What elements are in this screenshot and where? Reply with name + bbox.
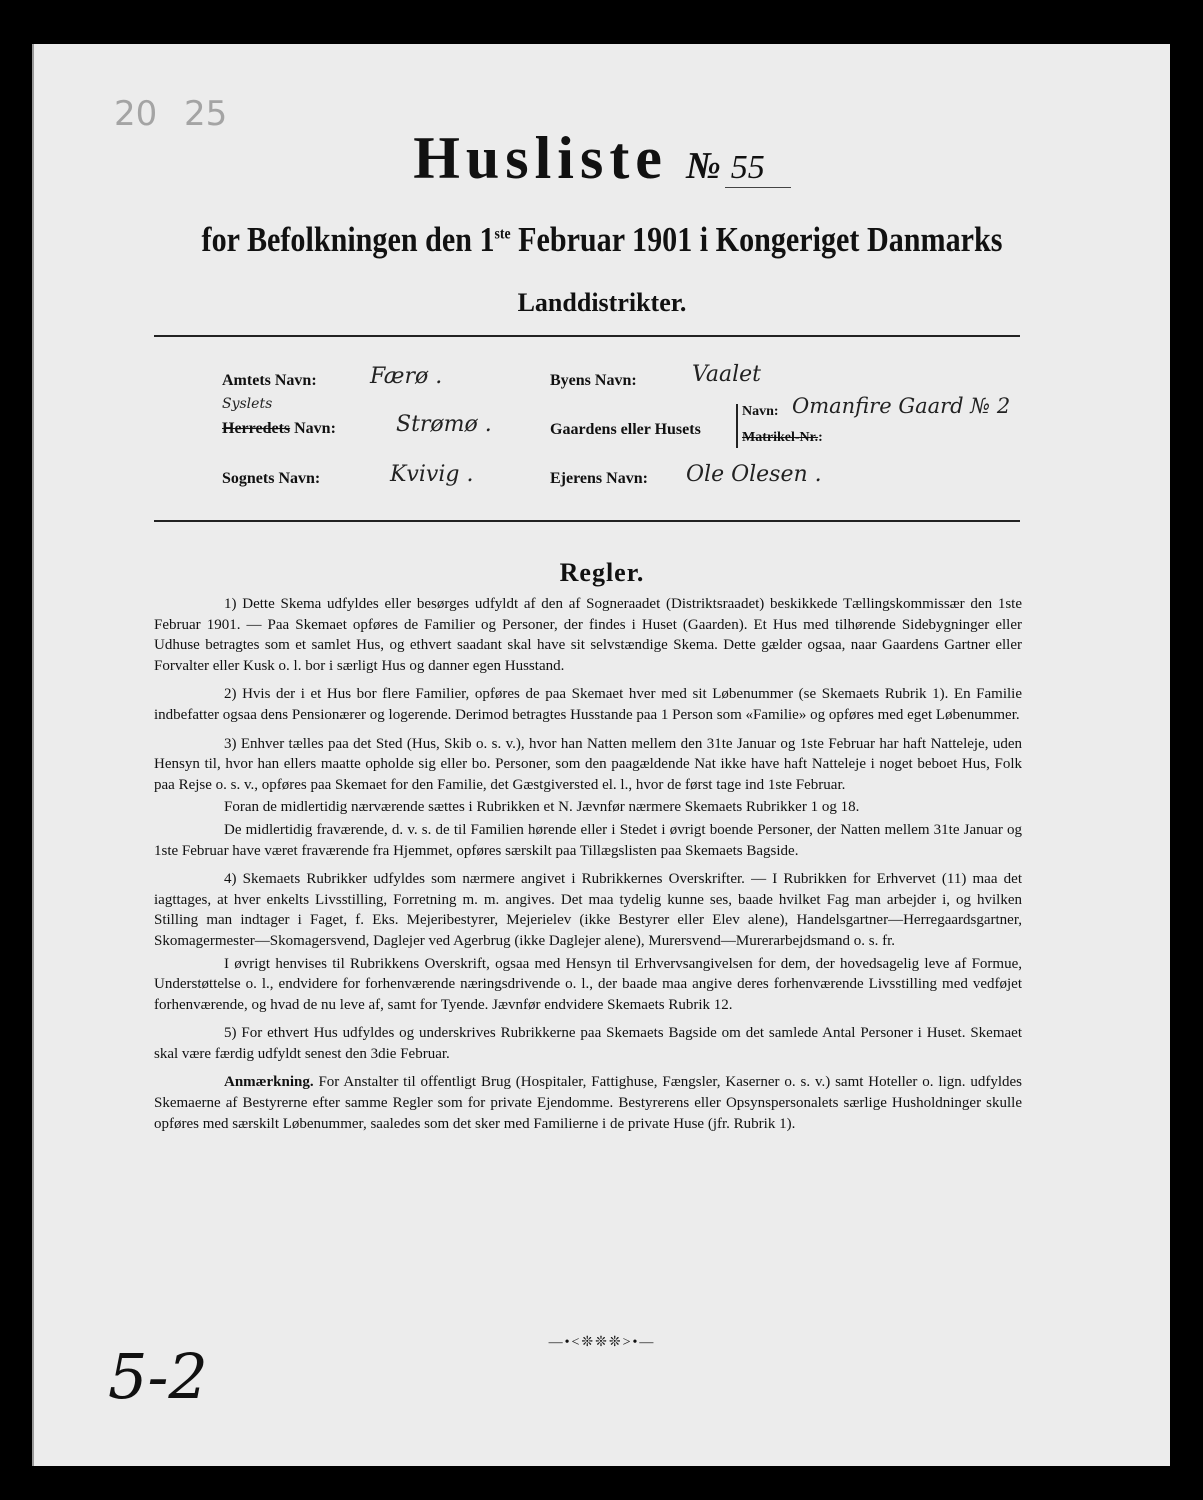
rule-paragraph-4b: I øvrigt henvises til Rubrikkens Overskrift, ogsaa med Hensyn til Erhvervsangivelsen for dem, der hovedsagelig leve af Formue, Understøttelse o. l., endvidere for forhenværende næringsdrivende o. l., der baade maa angive deres forhenværende Livsstilling med vedføjet forhenværende, og hvad de nu leve af, samt for Tyende. Jævnfør endvidere Skemaets Rubrik 12. — [154, 955, 1022, 1013]
divider-top — [154, 335, 1020, 337]
note-label: Anmærkning. — [224, 1074, 314, 1091]
matrikel-label — [742, 430, 823, 446]
by-label: Byens Navn: — [550, 372, 637, 389]
ornament-divider: —•<❊❊❊>•— — [548, 1335, 656, 1350]
by-value: Vaalet — [692, 362, 761, 387]
herred-label-rest: Navn: — [290, 420, 336, 437]
navn-value: Omanfire Gaard № 2 — [792, 394, 1011, 418]
note-paragraph — [154, 1072, 1022, 1134]
rule-paragraph-4: 4) Skemaets Rubrikker udfyldes som nærmere angivet i Rubrikkernes Overskrifter. — I Rubrikken for Erhvervet (11) maa det iagttages, at hver enkelts Livsstilling, Forretning m. m. angives. Det maa tydelig kunne ses, baade hvilket Fag man arbejder i, og hvilken Stilling man indtager i Faget, f. Eks. Mejeribestyrer, Mejerielev (ikke Bestyrer eller Elev alene), Handelsgartner—Herregaardsgartner, Skomagermester—Skomagersvend, Daglejer ved Agerbrug (ikke Daglejer alene), Murersvend—Murerarbejdsmand o. s. fr. — [154, 871, 1022, 949]
ejer-value: Ole Olesen . — [686, 462, 822, 487]
rule-paragraph-5: 5) For ethvert Hus udfyldes og underskrives Rubrikkerne paa Skemaets Bagside om det samlede Antal Personer i Huset. Skemaet skal være færdig udfyldt senest den 3die Februar. — [154, 1025, 1022, 1062]
amt-value: Færø . — [370, 364, 443, 389]
title-text: Husliste — [413, 125, 668, 191]
ejer-label: Ejerens Navn: — [550, 470, 648, 487]
subtitle-part-2: Februar 1901 i Kongeriget Danmarks — [510, 220, 1003, 259]
rule-paragraph-3b: Foran de midlertidig nærværende sættes i Rubrikken et N. Jævnfør nærmere Skemaets Rubrikker 1 og 18. — [224, 799, 860, 816]
rules-heading: Regler. — [559, 558, 645, 587]
amt-label: Amtets Navn: — [222, 372, 317, 389]
sogn-value: Kvivig . — [390, 462, 474, 487]
form-subtitle — [114, 220, 1091, 260]
herred-label-struck: Herredets — [222, 420, 291, 437]
number-label: № — [685, 145, 721, 187]
navn-label: Navn: — [742, 404, 779, 419]
sogn-label: Sognets Navn: — [222, 470, 321, 487]
rule-paragraph-3c: De midlertidig fraværende, d. v. s. de til Familien hørende eller i Stedet i øvrigt boende Personer, der Natten mellem 31te Januar og 1ste Februar have været fraværende fra Hjemmet, opføres særskilt paa Tillægslisten paa Skemaets Bagside. — [154, 821, 1022, 859]
herred-label-above: Syslets — [222, 396, 273, 412]
margin-stamp-2: 25 — [184, 94, 228, 134]
census-form-sheet — [32, 44, 1170, 1466]
subtitle-part-1: for Befolkningen den 1 — [201, 220, 495, 259]
rule-paragraph-1: 1) Dette Skema udfyldes eller besørges udfyldt af den af Sogneraadet (Distriktsraadet) beskikkede Tællingskommissær den 1ste Februar 1901. — Paa Skemaet opføres de Familier og Personer, der findes i Huset (Gaarden). Et Hus med tilhørende Sidebygninger eller Udhuse betragtes som et samlet Hus, og ethvert saadant skal have sit selvstændige Skema. Dette gælder ogsaa, naar Gaardens Gartner eller Forvalter eller Kusk o. l. bor i særligt Hus og danner egen Husstand. — [154, 596, 1022, 674]
rule-paragraph-2: 2) Hvis der i et Hus bor flere Familier, opføres de paa Skemaet hver med sit Løbenummer (se Skemaets Rubrik 1). En Familie indbefatter ogsaa dens Pensionærer og logerende. Derimod betragtes Husstande paa 1 Person som «Familie» og opføres med eget Løbenummer. — [154, 686, 1022, 723]
house-number: 55 — [725, 149, 791, 188]
divider-bottom — [154, 520, 1020, 522]
gaard-label: Gaardens eller Husets — [550, 421, 701, 438]
handwritten-annotation: 5-2 — [108, 1340, 208, 1413]
gaard-brace — [736, 404, 738, 448]
margin-stamp-1: 20 — [114, 94, 158, 134]
rules-text — [154, 594, 1022, 1142]
note-text: For Anstalter til offentligt Brug (Hospitaler, Fattighuse, Fængsler, Kaserner o. s. v.) samt Hoteller o. lign. udfyldes Skemaerne af Bestyrerne efter samme Regler som for private Ejendomme. Bestyrerens eller Opsynspersonalets særlige Husholdninger skulle opføres med særskilt Løbenummer, saaledes som det sker med Familierne i de private Huse (jfr. Rubrik 1). — [154, 1074, 1022, 1132]
subtitle-superscript: ste — [494, 225, 511, 243]
district-heading: Landdistrikter. — [517, 288, 687, 317]
rule-paragraph-3: 3) Enhver tælles paa det Sted (Hus, Skib o. s. v.), hvor han Natten mellem den 31te Januar og 1ste Februar har haft Natteleje, uden Hensyn til, hvor han ellers maatte opholde sig eller bo. Personer, som den paagældende Nat ikke have haft Natteleje i noget beboet Hus, Folk paa Rejse o. s. v., opføres paa Skemaet for den Familie, det Gæstgiversted el. l., hvor de først tage ind 1ste Februar. — [154, 735, 1022, 793]
matrikel-colon: : — [818, 430, 823, 445]
herred-value: Strømø . — [396, 412, 492, 437]
matrikel-label-struck: Matrikel-Nr. — [742, 430, 819, 445]
form-title — [34, 124, 1170, 193]
herred-label — [222, 420, 336, 438]
